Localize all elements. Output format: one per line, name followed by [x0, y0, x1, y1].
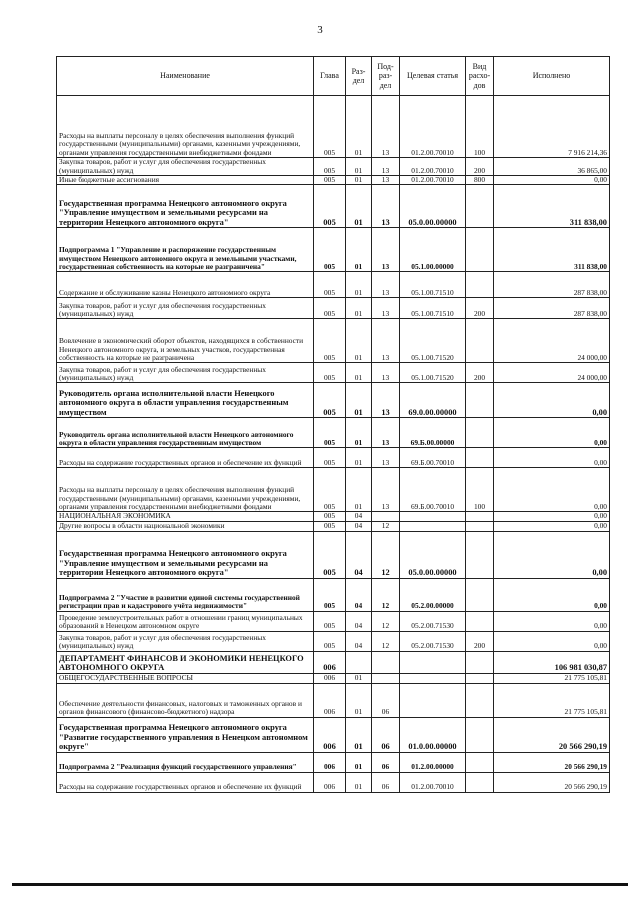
row-vid — [466, 383, 494, 418]
table-row — [57, 531, 610, 578]
row-glava: 005 — [314, 158, 346, 176]
row-target: 05.1.00.71510 — [400, 272, 466, 298]
row-razdel: 01 — [346, 96, 372, 158]
row-target — [400, 673, 466, 683]
row-target: 01.2.00.70010 — [400, 158, 466, 176]
row-value: 0,00 — [494, 176, 610, 185]
row-value: 0,00 — [494, 578, 610, 611]
table-row — [57, 578, 610, 611]
table-row — [57, 683, 610, 717]
row-vid — [466, 512, 494, 521]
row-vid — [466, 772, 494, 792]
table-row — [57, 272, 610, 298]
row-value: 287 838,00 — [494, 298, 610, 319]
row-razdel — [346, 651, 372, 673]
row-glava: 005 — [314, 96, 346, 158]
row-vid — [466, 228, 494, 272]
table-row — [57, 521, 610, 531]
row-target: 69.Б.00.00000 — [400, 418, 466, 448]
row-value: 311 838,00 — [494, 228, 610, 272]
row-name: Обеспечение деятельности финансовых, налоговых и таможенных органов и органов финансового (финансово-бюджетного) надзора — [57, 683, 314, 717]
row-name: Содержание и обслуживание казны Ненецкого автономного округа — [57, 272, 314, 298]
row-razdel: 01 — [346, 468, 372, 512]
row-vid — [466, 717, 494, 752]
row-glava: 005 — [314, 228, 346, 272]
row-vid — [466, 531, 494, 578]
table-row — [57, 717, 610, 752]
row-glava: 005 — [314, 521, 346, 531]
row-name: Подпрограмма 2 "Реализация функций государственного управления" — [57, 752, 314, 772]
row-glava: 006 — [314, 651, 346, 673]
row-target: 01.2.00.00000 — [400, 752, 466, 772]
row-glava: 005 — [314, 531, 346, 578]
row-vid — [466, 185, 494, 228]
header-glava: Глава — [314, 57, 346, 96]
row-glava: 005 — [314, 272, 346, 298]
row-name: Подпрограмма 1 "Управление и распоряжение государственным имуществом Ненецкого автономного округа и земельными участками, государственная собственность на которые не разграничена" — [57, 228, 314, 272]
row-podrazdel: 13 — [372, 418, 400, 448]
row-value: 0,00 — [494, 521, 610, 531]
row-razdel: 01 — [346, 418, 372, 448]
row-podrazdel: 12 — [372, 531, 400, 578]
row-glava: 005 — [314, 611, 346, 631]
row-value: 20 566 290,19 — [494, 752, 610, 772]
budget-execution-table — [56, 56, 610, 793]
row-name: Другие вопросы в области национальной экономики — [57, 521, 314, 531]
row-razdel: 01 — [346, 673, 372, 683]
row-target — [400, 683, 466, 717]
table-row — [57, 673, 610, 683]
row-glava: 005 — [314, 383, 346, 418]
row-glava: 006 — [314, 772, 346, 792]
table-row — [57, 383, 610, 418]
row-razdel: 01 — [346, 185, 372, 228]
row-name: Иные бюджетные ассигнования — [57, 176, 314, 185]
row-name: Вовлечение в экономический оборот объектов, находящихся в собственности Ненецкого автономного округа, и земельных участков, государственная собственность на которые не разграничена — [57, 319, 314, 363]
row-glava: 005 — [314, 319, 346, 363]
row-target: 05.2.00.71530 — [400, 631, 466, 651]
table-row — [57, 96, 610, 158]
row-glava: 006 — [314, 683, 346, 717]
header-target: Целевая статья — [400, 57, 466, 96]
row-name: Закупка товаров, работ и услуг для обеспечения государственных (муниципальных) нужд — [57, 158, 314, 176]
row-value: 0,00 — [494, 383, 610, 418]
row-razdel: 04 — [346, 531, 372, 578]
row-target: 05.2.00.00000 — [400, 578, 466, 611]
row-target: 01.0.00.00000 — [400, 717, 466, 752]
row-value: 20 566 290,19 — [494, 717, 610, 752]
row-razdel: 04 — [346, 611, 372, 631]
row-value: 311 838,00 — [494, 185, 610, 228]
row-vid — [466, 673, 494, 683]
row-razdel: 01 — [346, 228, 372, 272]
table-row — [57, 319, 610, 363]
table-row — [57, 158, 610, 176]
page-number: 3 — [317, 24, 323, 36]
row-value: 106 981 030,87 — [494, 651, 610, 673]
row-value: 20 566 290,19 — [494, 772, 610, 792]
row-podrazdel: 06 — [372, 683, 400, 717]
row-target: 05.1.00.71510 — [400, 298, 466, 319]
row-name: Проведение землеустроительных работ в отношении границ муниципальных образований в Ненецком автономном округе — [57, 611, 314, 631]
table-row — [57, 448, 610, 468]
row-podrazdel: 13 — [372, 158, 400, 176]
row-glava: 005 — [314, 298, 346, 319]
row-glava: 005 — [314, 631, 346, 651]
row-name: Расходы на содержание государственных органов и обеспечение их функций — [57, 448, 314, 468]
row-name: Расходы на выплаты персоналу в целях обеспечения выполнения функций государственными (муниципальными) органами, казенными учреждениями, органами управления государственными внебюджетными фондами — [57, 468, 314, 512]
row-value: 287 838,00 — [494, 272, 610, 298]
row-target: 69.0.00.00000 — [400, 383, 466, 418]
row-target — [400, 512, 466, 521]
row-target: 69.Б.00.70010 — [400, 448, 466, 468]
table-row — [57, 468, 610, 512]
row-target: 05.1.00.71520 — [400, 363, 466, 383]
row-razdel: 01 — [346, 772, 372, 792]
row-name: ДЕПАРТАМЕНТ ФИНАНСОВ И ЭКОНОМИКИ НЕНЕЦКОГО АВТОНОМНОГО ОКРУГА — [57, 651, 314, 673]
row-podrazdel: 13 — [372, 448, 400, 468]
row-vid — [466, 578, 494, 611]
row-vid — [466, 418, 494, 448]
row-razdel: 01 — [346, 272, 372, 298]
row-podrazdel: 12 — [372, 521, 400, 531]
row-podrazdel — [372, 512, 400, 521]
row-target: 05.2.00.71530 — [400, 611, 466, 631]
row-value: 0,00 — [494, 448, 610, 468]
table-row — [57, 611, 610, 631]
row-razdel: 01 — [346, 158, 372, 176]
row-razdel: 04 — [346, 578, 372, 611]
row-vid: 200 — [466, 298, 494, 319]
row-glava: 006 — [314, 673, 346, 683]
row-podrazdel: 06 — [372, 772, 400, 792]
row-podrazdel: 06 — [372, 717, 400, 752]
row-glava: 005 — [314, 448, 346, 468]
row-glava: 005 — [314, 578, 346, 611]
row-name: Государственная программа Ненецкого автономного округа "Управление имуществом и земельными ресурсами на территории Ненецкого автономного округа" — [57, 185, 314, 228]
row-vid — [466, 651, 494, 673]
row-podrazdel: 13 — [372, 363, 400, 383]
row-value: 0,00 — [494, 611, 610, 631]
table-row — [57, 418, 610, 448]
row-target: 05.1.00.00000 — [400, 228, 466, 272]
row-podrazdel: 12 — [372, 611, 400, 631]
row-name: Подпрограмма 2 "Участие в развитии единой системы государственной регистрации прав и кадастрового учёта недвижимости" — [57, 578, 314, 611]
row-value: 0,00 — [494, 512, 610, 521]
row-target: 01.2.00.70010 — [400, 96, 466, 158]
row-glava: 005 — [314, 512, 346, 521]
row-name: Расходы на содержание государственных органов и обеспечение их функций — [57, 772, 314, 792]
row-podrazdel: 06 — [372, 752, 400, 772]
row-podrazdel: 13 — [372, 468, 400, 512]
row-name: Государственная программа Ненецкого автономного округа "Управление имуществом и земельными ресурсами на территории Ненецкого автономного округа" — [57, 531, 314, 578]
row-value: 21 775 105,81 — [494, 673, 610, 683]
table-row — [57, 185, 610, 228]
row-vid: 100 — [466, 96, 494, 158]
table-row — [57, 651, 610, 673]
row-value: 24 000,00 — [494, 319, 610, 363]
row-target: 05.0.00.00000 — [400, 185, 466, 228]
row-vid: 200 — [466, 631, 494, 651]
row-vid — [466, 683, 494, 717]
row-razdel: 01 — [346, 363, 372, 383]
row-target: 01.2.00.70010 — [400, 772, 466, 792]
row-name: Закупка товаров, работ и услуг для обеспечения государственных (муниципальных) нужд — [57, 363, 314, 383]
row-vid: 100 — [466, 468, 494, 512]
row-glava: 006 — [314, 717, 346, 752]
row-razdel: 04 — [346, 521, 372, 531]
row-razdel: 01 — [346, 717, 372, 752]
row-name: Расходы на выплаты персоналу в целях обеспечения выполнения функций государственными (муниципальными) органами, казенными учреждениями, органами управления государственными внебюджетными фондами — [57, 96, 314, 158]
table-header-row — [57, 57, 610, 96]
row-value: 24 000,00 — [494, 363, 610, 383]
row-target — [400, 651, 466, 673]
row-value: 0,00 — [494, 631, 610, 651]
row-razdel: 01 — [346, 448, 372, 468]
table-row — [57, 176, 610, 185]
row-podrazdel: 12 — [372, 631, 400, 651]
table-row — [57, 228, 610, 272]
row-razdel: 01 — [346, 176, 372, 185]
table-row — [57, 512, 610, 521]
row-podrazdel: 13 — [372, 176, 400, 185]
header-podrazdel: Под-раз-дел — [372, 57, 400, 96]
table-row — [57, 772, 610, 792]
row-value: 0,00 — [494, 531, 610, 578]
row-vid: 200 — [466, 158, 494, 176]
table-row — [57, 298, 610, 319]
row-target: 69.Б.00.70010 — [400, 468, 466, 512]
row-name: Закупка товаров, работ и услуг для обеспечения государственных (муниципальных) нужд — [57, 631, 314, 651]
row-vid — [466, 272, 494, 298]
row-vid — [466, 448, 494, 468]
row-vid: 200 — [466, 363, 494, 383]
row-value: 0,00 — [494, 468, 610, 512]
scan-bottom-border — [12, 883, 628, 886]
row-value: 7 916 214,36 — [494, 96, 610, 158]
row-name: Закупка товаров, работ и услуг для обеспечения государственных (муниципальных) нужд — [57, 298, 314, 319]
table-row — [57, 631, 610, 651]
header-done: Исполнено — [494, 57, 610, 96]
row-target: 05.1.00.71520 — [400, 319, 466, 363]
row-name: Государственная программа Ненецкого автономного округа "Развитие государственного управления в Ненецком автономном округе" — [57, 717, 314, 752]
row-podrazdel: 13 — [372, 96, 400, 158]
row-glava: 005 — [314, 185, 346, 228]
row-vid — [466, 611, 494, 631]
header-vid: Вид расхо-дов — [466, 57, 494, 96]
table-row — [57, 752, 610, 772]
header-name: Наименование — [57, 57, 314, 96]
header-razdel: Раз-дел — [346, 57, 372, 96]
row-vid — [466, 319, 494, 363]
row-podrazdel: 13 — [372, 228, 400, 272]
row-name: Руководитель органа исполнительной власти Ненецкого автономного округа в области управления государственным имуществом — [57, 383, 314, 418]
row-glava: 006 — [314, 752, 346, 772]
row-glava: 005 — [314, 418, 346, 448]
row-razdel: 01 — [346, 683, 372, 717]
row-vid: 800 — [466, 176, 494, 185]
row-podrazdel: 13 — [372, 319, 400, 363]
row-podrazdel: 13 — [372, 298, 400, 319]
row-razdel: 01 — [346, 383, 372, 418]
row-value: 0,00 — [494, 418, 610, 448]
row-target: 01.2.00.70010 — [400, 176, 466, 185]
row-podrazdel: 12 — [372, 578, 400, 611]
row-vid — [466, 521, 494, 531]
row-razdel: 04 — [346, 512, 372, 521]
row-target — [400, 521, 466, 531]
row-podrazdel: 13 — [372, 185, 400, 228]
row-vid — [466, 752, 494, 772]
row-name: НАЦИОНАЛЬНАЯ ЭКОНОМИКА — [57, 512, 314, 521]
row-razdel: 01 — [346, 319, 372, 363]
row-razdel: 04 — [346, 631, 372, 651]
row-podrazdel: 13 — [372, 272, 400, 298]
row-podrazdel — [372, 673, 400, 683]
row-podrazdel: 13 — [372, 383, 400, 418]
row-name: ОБЩЕГОСУДАРСТВЕННЫЕ ВОПРОСЫ — [57, 673, 314, 683]
row-name: Руководитель органа исполнительной власти Ненецкого автономного округа в области управления государственным имуществом — [57, 418, 314, 448]
table-row — [57, 363, 610, 383]
row-glava: 005 — [314, 363, 346, 383]
row-razdel: 01 — [346, 752, 372, 772]
row-razdel: 01 — [346, 298, 372, 319]
row-target: 05.0.00.00000 — [400, 531, 466, 578]
row-glava: 005 — [314, 176, 346, 185]
row-glava: 005 — [314, 468, 346, 512]
row-value: 36 865,00 — [494, 158, 610, 176]
row-podrazdel — [372, 651, 400, 673]
row-value: 21 775 105,81 — [494, 683, 610, 717]
